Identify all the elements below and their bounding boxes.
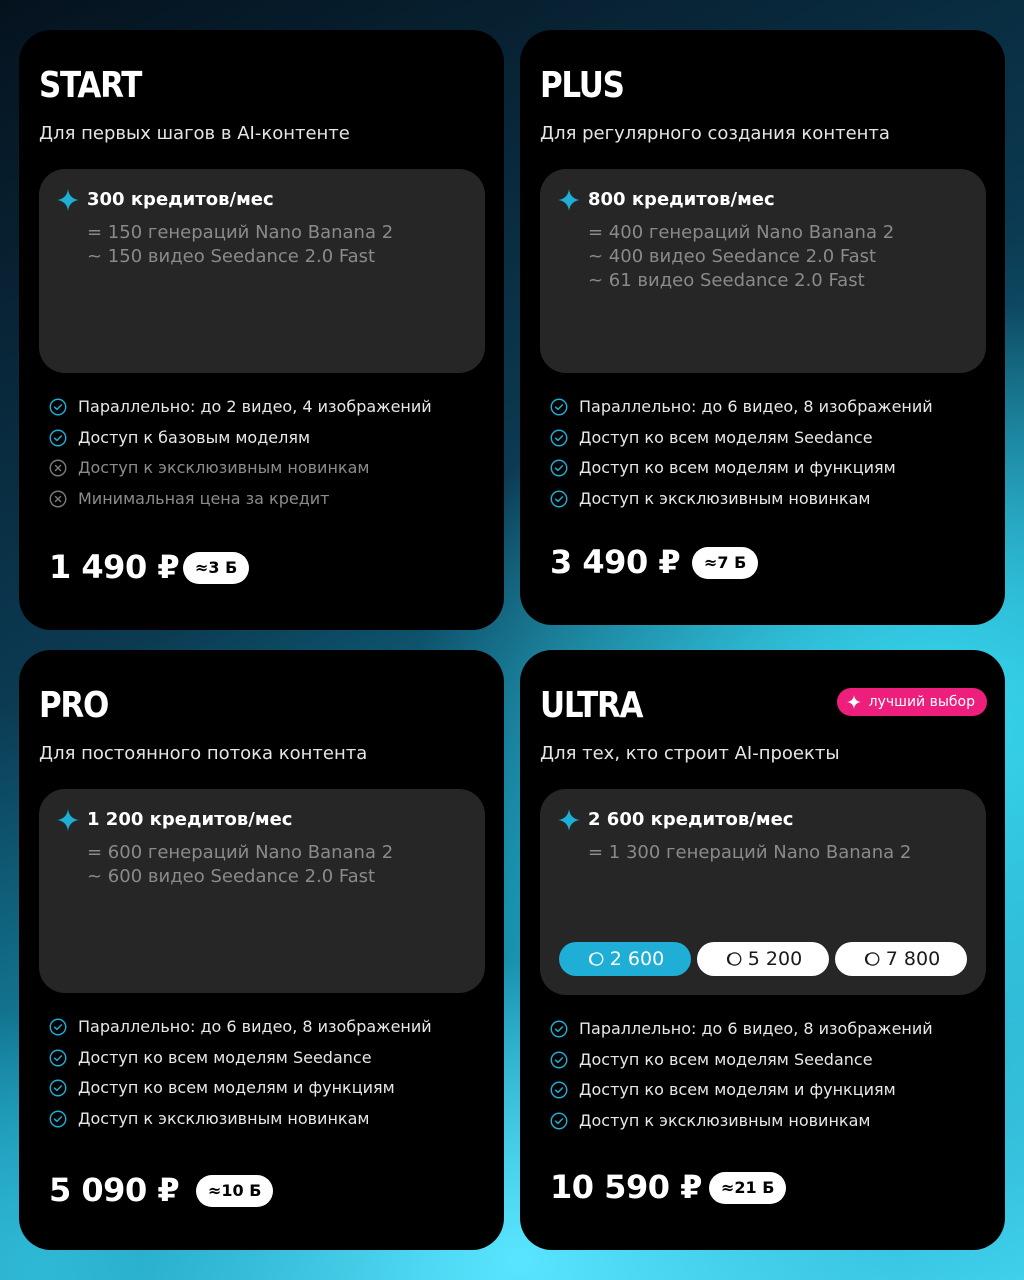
- sparkle-icon: [847, 695, 861, 709]
- check-circle-icon: [550, 429, 568, 447]
- check-circle-icon: [550, 459, 568, 477]
- credit-equivalent-line: ~ 150 видео Seedance 2.0 Fast: [87, 246, 376, 267]
- credit-equivalent-line: = 1 300 генераций Nano Banana 2: [588, 842, 912, 863]
- plan-title: ULTRA: [540, 685, 643, 726]
- feature-text: Доступ ко всем моделям и функциям: [579, 1080, 896, 1099]
- plan-price: 10 590 ₽: [550, 1168, 702, 1206]
- price-badge: ≈21 Б: [709, 1172, 786, 1204]
- feature-item: [550, 428, 933, 459]
- feature-list: [550, 397, 933, 519]
- plan-price: 1 490 ₽: [49, 548, 180, 586]
- feature-item: [550, 1111, 933, 1142]
- credit-equivalent-line: = 400 генераций Nano Banana 2: [588, 222, 895, 243]
- credit-equivalent-line: ~ 61 видео Seedance 2.0 Fast: [588, 270, 865, 291]
- feature-text: Доступ к эксклюзивным новинкам: [78, 458, 370, 477]
- credit-equivalents: [588, 221, 894, 293]
- credit-box: [39, 789, 485, 993]
- plan-title: PLUS: [540, 65, 624, 106]
- credit-equivalents: [588, 841, 911, 865]
- plan-price: 5 090 ₽: [49, 1171, 180, 1209]
- check-circle-icon: [550, 490, 568, 508]
- feature-item: [49, 1078, 432, 1109]
- check-circle-icon: [49, 1079, 67, 1097]
- feature-item: [49, 428, 432, 459]
- credit-option-label: 2 600: [609, 948, 665, 970]
- credit-option-label: 7 800: [885, 948, 941, 970]
- plan-card-pro[interactable]: [19, 650, 504, 1250]
- feature-text: Параллельно: до 2 видео, 4 изображений: [78, 397, 432, 416]
- credit-equivalent-line: ~ 600 видео Seedance 2.0 Fast: [87, 866, 376, 887]
- feature-item: [550, 1019, 933, 1050]
- sparkle-icon: [57, 189, 79, 211]
- check-circle-icon: [550, 1081, 568, 1099]
- coins-icon: [862, 951, 880, 967]
- feature-item: [550, 489, 933, 520]
- feature-item: [49, 458, 432, 489]
- feature-text: Доступ к базовым моделям: [78, 427, 311, 447]
- credit-options: [559, 942, 967, 976]
- x-circle-icon: [49, 490, 67, 508]
- feature-item: [550, 397, 933, 428]
- check-circle-icon: [550, 398, 568, 416]
- price-badge: ≈3 Б: [183, 552, 249, 584]
- check-circle-icon: [550, 1020, 568, 1038]
- credit-box: [540, 789, 986, 995]
- feature-list: [550, 1019, 933, 1141]
- feature-text: Минимальная цена за кредит: [78, 488, 330, 508]
- price-badge: ≈10 Б: [196, 1175, 273, 1207]
- feature-text: Доступ ко всем моделям и функциям: [579, 458, 896, 477]
- credits-amount: 2 600 кредитов/мес: [588, 809, 794, 830]
- feature-item: [550, 1080, 933, 1111]
- feature-list: [49, 1017, 432, 1139]
- feature-text: Доступ ко всем моделям Seedance: [579, 427, 873, 447]
- plan-title: START: [39, 65, 142, 106]
- feature-text: Параллельно: до 6 видео, 8 изображений: [78, 1017, 432, 1036]
- feature-item: [550, 1050, 933, 1081]
- plan-card-start[interactable]: [19, 30, 504, 630]
- credit-equivalents: [87, 221, 393, 269]
- best-choice-badge: [837, 688, 987, 716]
- feature-text: Доступ к эксклюзивным новинкам: [579, 488, 871, 508]
- credits-amount: 800 кредитов/мес: [588, 189, 775, 210]
- credit-option-5200[interactable]: [697, 942, 829, 976]
- credit-equivalent-line: ~ 400 видео Seedance 2.0 Fast: [588, 246, 877, 267]
- feature-text: Параллельно: до 6 видео, 8 изображений: [579, 397, 933, 416]
- credit-equivalents: [87, 841, 393, 889]
- coins-icon: [586, 951, 604, 967]
- credit-box: [540, 169, 986, 373]
- check-circle-icon: [550, 1051, 568, 1069]
- plan-price: 3 490 ₽: [550, 543, 681, 581]
- credit-option-7800[interactable]: [835, 942, 967, 976]
- price-badge: ≈7 Б: [692, 547, 758, 579]
- feature-item: [49, 397, 432, 428]
- plan-title: PRO: [39, 685, 108, 726]
- feature-text: Доступ к эксклюзивным новинкам: [78, 1108, 370, 1128]
- feature-text: Доступ ко всем моделям Seedance: [78, 1047, 372, 1067]
- feature-text: Доступ к эксклюзивным новинкам: [579, 1110, 871, 1130]
- credit-option-2600[interactable]: [559, 942, 691, 976]
- sparkle-icon: [558, 809, 580, 831]
- check-circle-icon: [49, 1110, 67, 1128]
- sparkle-icon: [558, 189, 580, 211]
- plan-card-plus[interactable]: [520, 30, 1005, 625]
- feature-text: Доступ ко всем моделям и функциям: [78, 1078, 395, 1097]
- best-choice-label: лучший выбор: [868, 694, 975, 710]
- check-circle-icon: [49, 429, 67, 447]
- plan-card-ultra[interactable]: [520, 650, 1005, 1250]
- plan-subtitle: Для постоянного потока контента: [39, 743, 368, 764]
- plan-subtitle: Для тех, кто строит AI-проекты: [540, 743, 840, 764]
- x-circle-icon: [49, 459, 67, 477]
- sparkle-icon: [57, 809, 79, 831]
- feature-item: [550, 458, 933, 489]
- credit-box: [39, 169, 485, 373]
- credits-amount: 300 кредитов/мес: [87, 189, 274, 210]
- feature-text: Параллельно: до 6 видео, 8 изображений: [579, 1019, 933, 1038]
- credit-option-label: 5 200: [747, 948, 803, 970]
- plan-subtitle: Для регулярного создания контента: [540, 123, 890, 144]
- feature-text: Доступ ко всем моделям Seedance: [579, 1049, 873, 1069]
- coins-icon: [724, 951, 742, 967]
- feature-item: [49, 1048, 432, 1079]
- feature-item: [49, 1109, 432, 1140]
- credit-equivalent-line: = 150 генераций Nano Banana 2: [87, 222, 394, 243]
- check-circle-icon: [49, 1018, 67, 1036]
- credit-equivalent-line: = 600 генераций Nano Banana 2: [87, 842, 394, 863]
- feature-item: [49, 489, 432, 520]
- check-circle-icon: [550, 1112, 568, 1130]
- plan-subtitle: Для первых шагов в AI-контенте: [39, 123, 350, 144]
- check-circle-icon: [49, 1049, 67, 1067]
- check-circle-icon: [49, 398, 67, 416]
- credits-amount: 1 200 кредитов/мес: [87, 809, 293, 830]
- feature-item: [49, 1017, 432, 1048]
- feature-list: [49, 397, 432, 519]
